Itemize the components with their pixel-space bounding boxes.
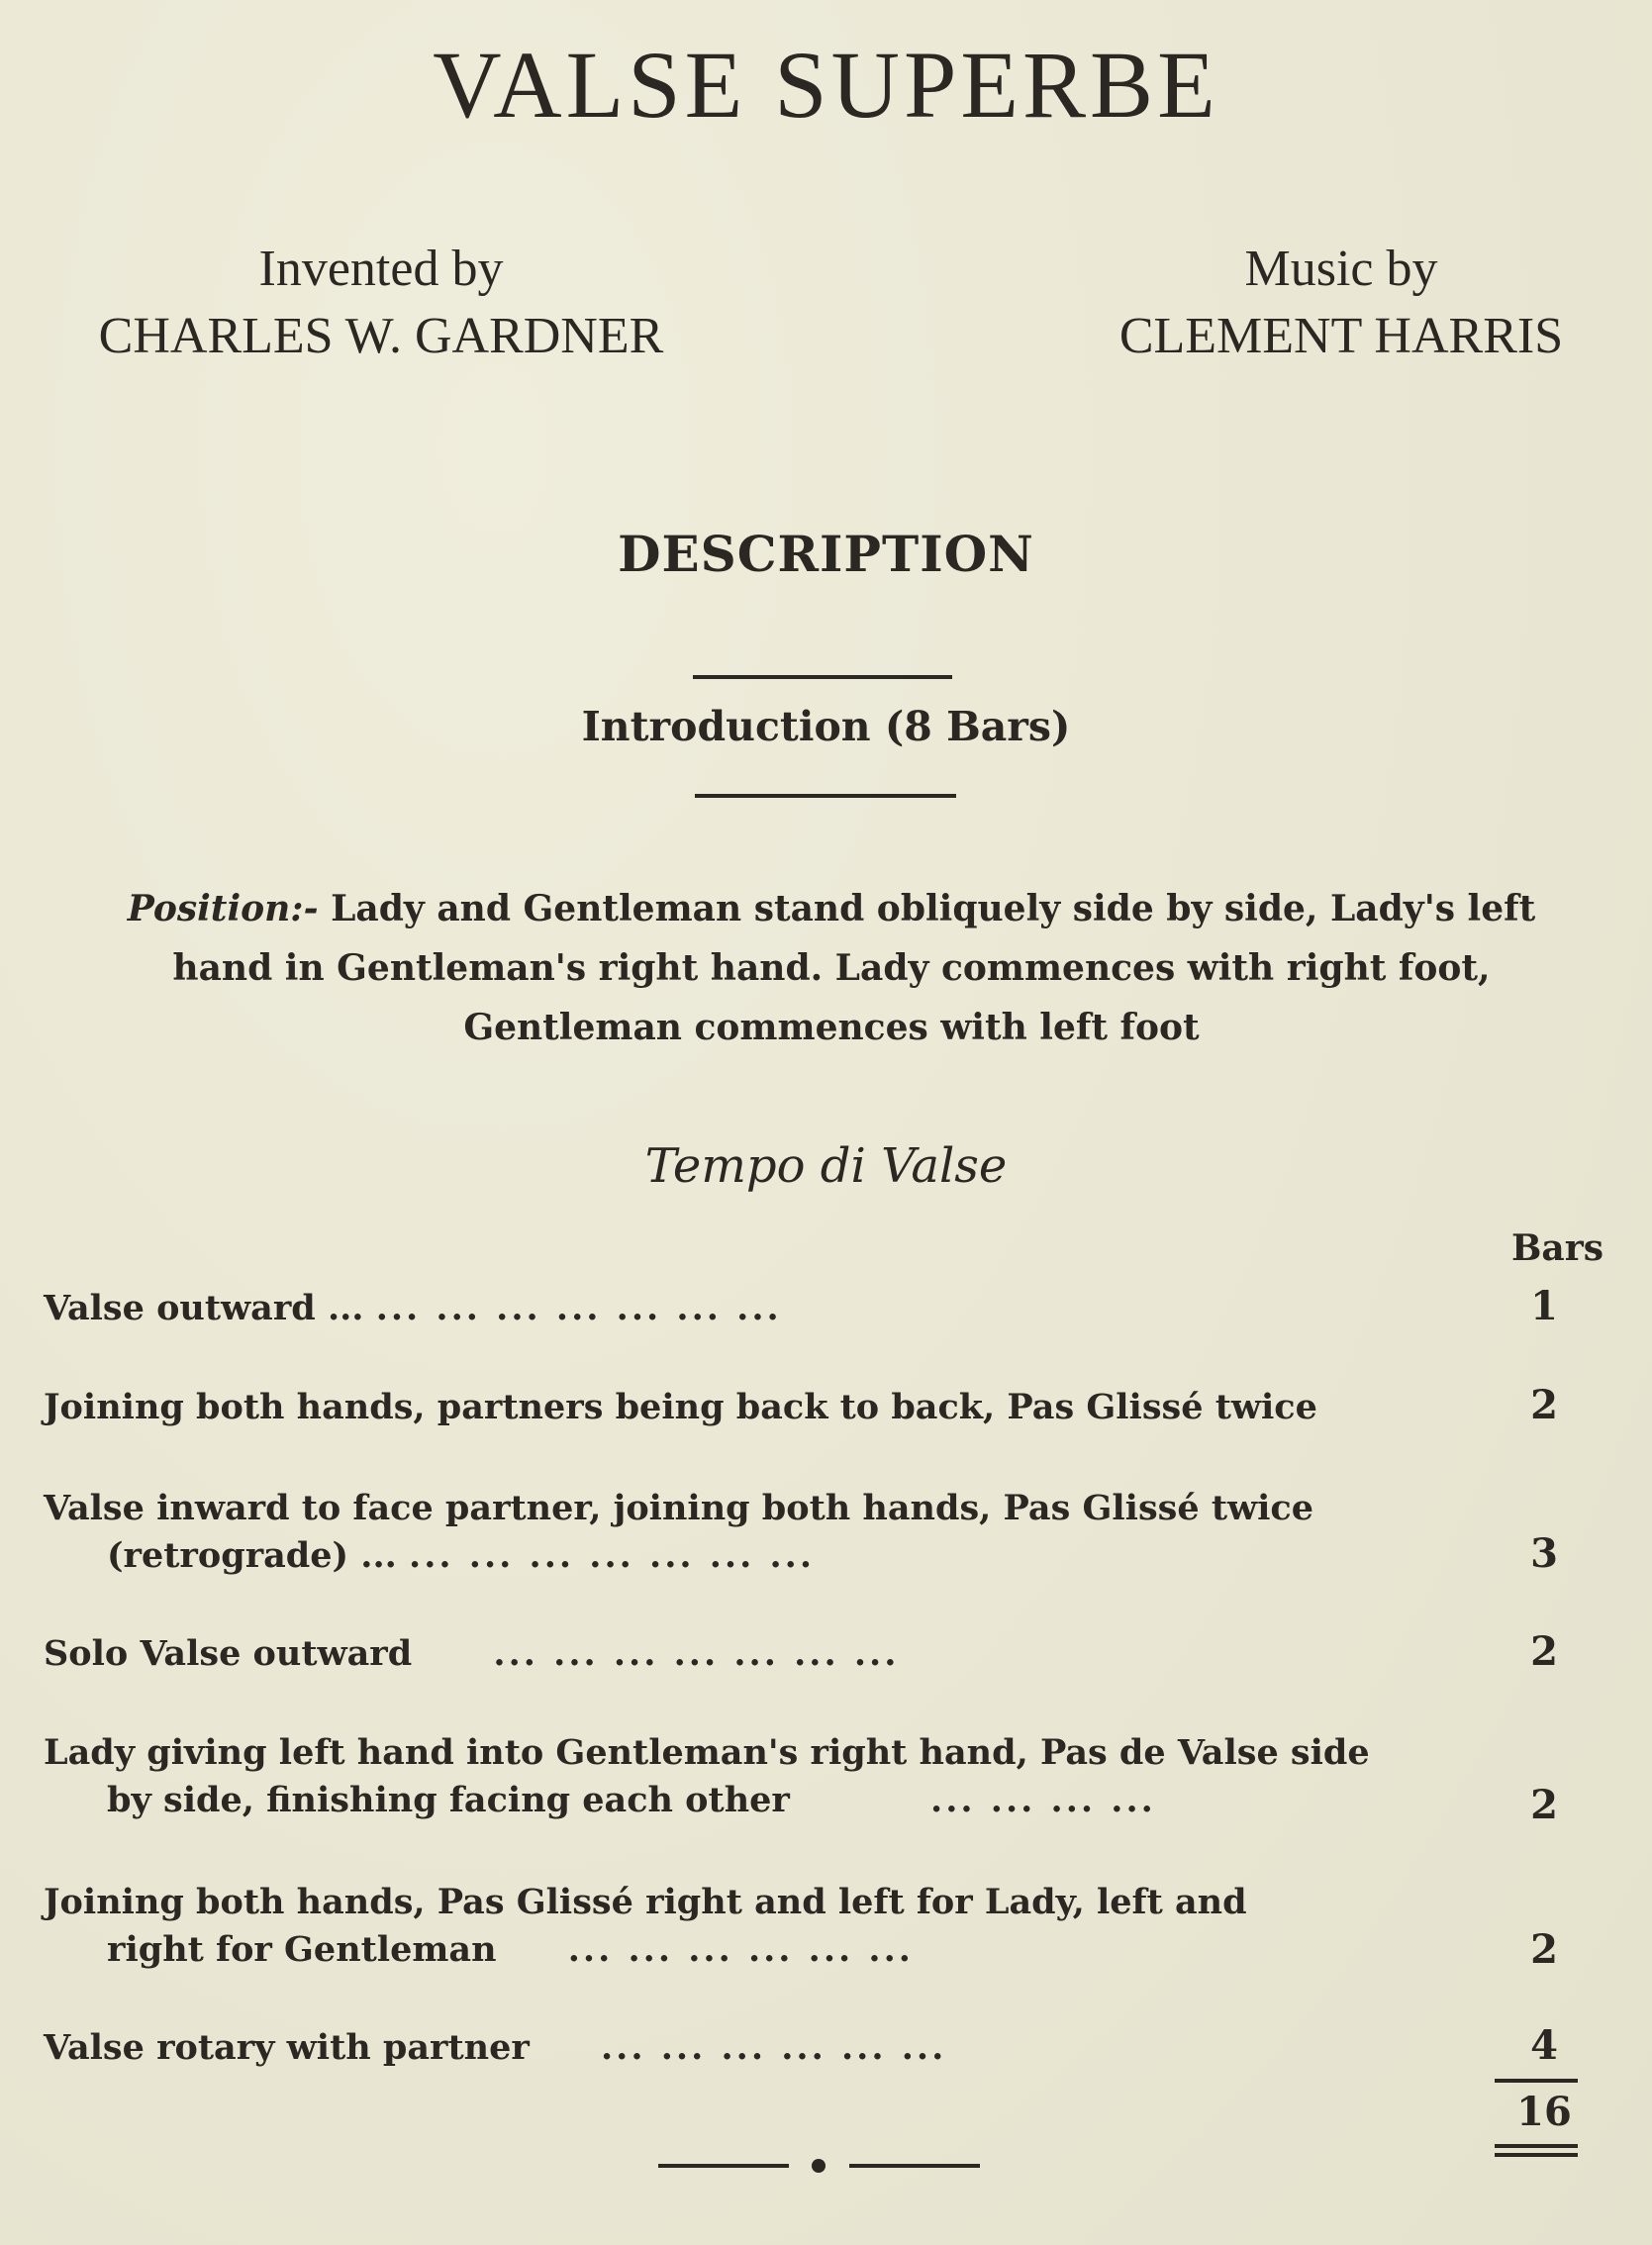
bars-column-heading: Bars	[1511, 1227, 1603, 1269]
position-line-2: hand in Gentleman's right hand. Lady commences with right foot,	[172, 947, 1491, 989]
step-bars: 3	[1530, 1530, 1558, 1577]
step-bars: 2	[1530, 1382, 1558, 1428]
step-bars: 2	[1530, 1926, 1558, 1973]
step-row	[44, 1384, 1429, 1431]
step-text: Joining both hands, partners being back to back, Pas Glissé twice	[44, 1387, 1317, 1427]
composer-name: CLEMENT HARRIS	[1118, 308, 1564, 364]
step-text: Solo Valse outward	[44, 1633, 413, 1674]
position-line-1: Lady and Gentleman stand obliquely side by side, Lady's left	[331, 888, 1536, 929]
total-bars: 16	[1516, 2089, 1572, 2135]
step-bars: 2	[1530, 1782, 1558, 1828]
step-text-cont: by side, finishing facing each other	[107, 1780, 790, 1820]
divider-top	[693, 675, 952, 679]
step-row	[44, 2024, 1429, 2072]
total-double-rule	[1495, 2153, 1578, 2157]
end-ornament-right-rule	[849, 2164, 980, 2168]
end-ornament-left-rule	[658, 2164, 789, 2168]
description-heading: DESCRIPTION	[618, 525, 1034, 583]
leader-dots: ... ... ... ... ... ... ...	[493, 1633, 900, 1674]
composer-credit	[1049, 236, 1633, 370]
leader-dots: ... ... ... ... ... ...	[567, 1929, 914, 1970]
step-text-cont: right for Gentleman	[107, 1929, 497, 1970]
position-label: Position:-	[127, 888, 319, 929]
step-row	[44, 1630, 1429, 1678]
composer-label: Music by	[1244, 241, 1438, 297]
position-line-3: Gentleman commences with left foot	[463, 1007, 1200, 1048]
position-paragraph	[109, 879, 1554, 1057]
leader-dots: ... ... ... ... ... ... ...	[409, 1535, 816, 1576]
leader-dots: ... ... ... ...	[930, 1780, 1156, 1820]
inventor-label: Invented by	[258, 241, 504, 297]
end-ornament-dot	[812, 2159, 826, 2173]
leader-dots: ... ... ... ... ... ... ...	[375, 1288, 782, 1328]
step-row	[44, 1285, 1429, 1332]
step-text-cont: (retrograde) ...	[107, 1535, 397, 1576]
introduction-heading: Introduction (8 Bars)	[581, 703, 1071, 750]
inventor-credit	[40, 236, 723, 370]
step-row	[44, 1879, 1429, 1974]
divider-bottom	[695, 794, 956, 798]
total-double-rule	[1495, 2144, 1578, 2148]
step-text: Valse inward to face partner, joining both hands, Pas Glissé twice	[44, 1488, 1314, 1528]
step-text: Joining both hands, Pas Glissé right and left for Lady, left and	[44, 1882, 1247, 1922]
inventor-name: CHARLES W. GARDNER	[98, 308, 664, 364]
step-row	[44, 1485, 1429, 1580]
step-text: Lady giving left hand into Gentleman's right hand, Pas de Valse side	[44, 1732, 1370, 1773]
page-title: VALSE SUPERBE	[433, 32, 1219, 138]
step-row	[44, 1729, 1429, 1824]
step-bars: 4	[1530, 2022, 1558, 2069]
step-bars: 2	[1530, 1628, 1558, 1675]
step-text: Valse rotary with partner	[44, 2027, 530, 2068]
step-bars: 1	[1530, 1283, 1558, 1329]
step-text: Valse outward ...	[44, 1288, 364, 1328]
leader-dots: ... ... ... ... ... ...	[601, 2027, 947, 2068]
tempo-heading: Tempo di Valse	[644, 1138, 1008, 1194]
sum-rule	[1495, 2079, 1578, 2083]
